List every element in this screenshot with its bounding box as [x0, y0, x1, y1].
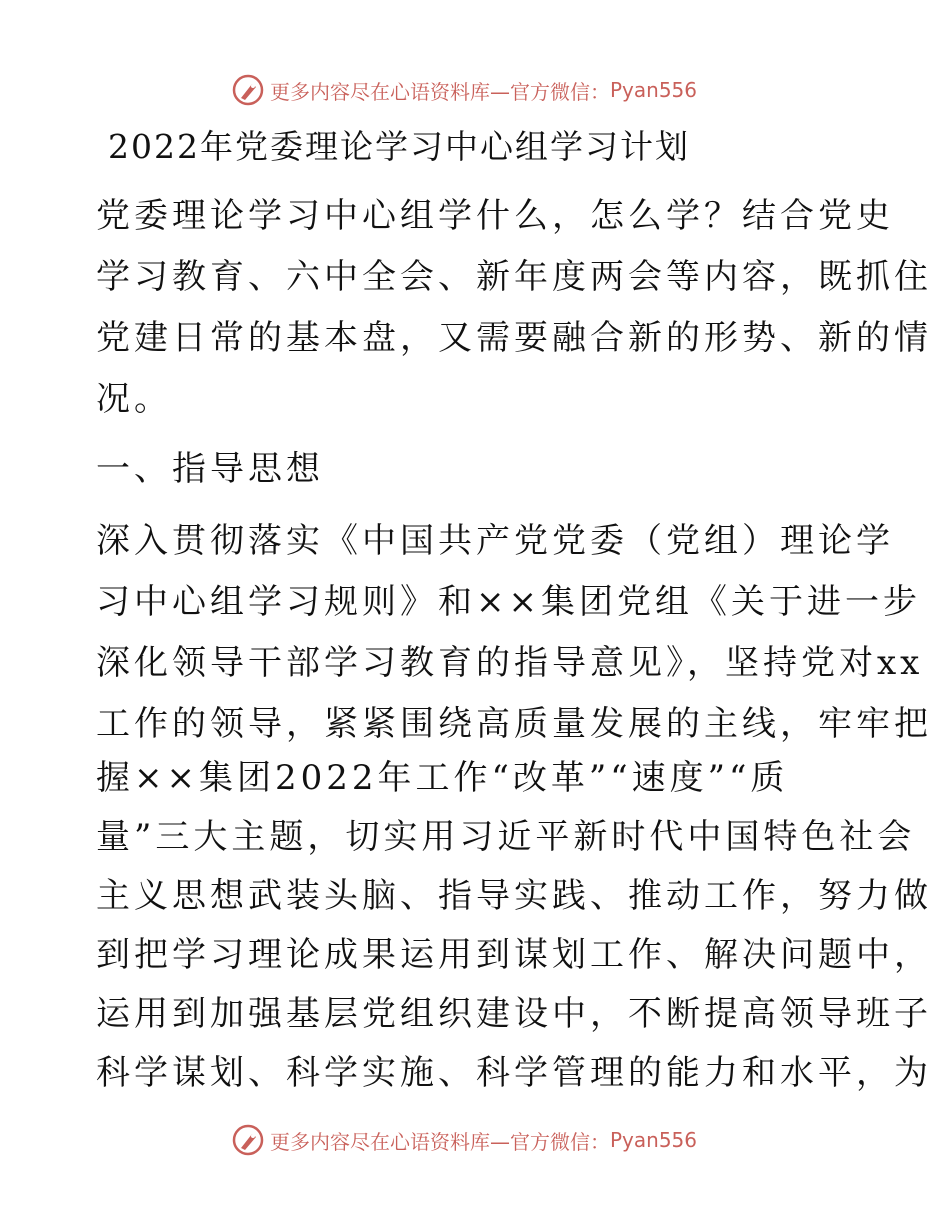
section-heading: 一、指导思想: [96, 449, 324, 489]
intro-line: 党建日常的基本盘，又需要融合新的形势、新的情: [96, 318, 932, 358]
header-watermark: [232, 72, 697, 108]
pen-nib-logo-icon: [232, 74, 264, 106]
body-line: 运用到加强基层党组织建设中，不断提高领导班子: [96, 994, 932, 1034]
body-line: 深入贯彻落实《中国共产党党委（党组）理论学: [96, 521, 894, 561]
intro-line: 学习教育、六中全会、新年度两会等内容，既抓住: [96, 257, 932, 297]
body-line: 握××集团2022年工作“改革”“速度”“质: [96, 758, 789, 798]
watermark-text: 更多内容尽在心语资料库—官方微信：: [270, 79, 610, 104]
body-line: 工作的领导，紧紧围绕高质量发展的主线，牢牢把: [96, 704, 932, 744]
footer-watermark: [232, 1122, 697, 1158]
body-line: 主义思想武装头脑、指导实践、推动工作，努力做: [96, 876, 932, 916]
body-line: 科学谋划、科学实施、科学管理的能力和水平，为: [96, 1053, 932, 1093]
watermark-contact: Pyan556: [610, 1128, 698, 1152]
watermark-contact: Pyan556: [610, 78, 698, 102]
pen-nib-logo-icon: [232, 1124, 264, 1156]
body-line: 量”三大主题，切实用习近平新时代中国特色社会: [96, 817, 916, 857]
document-title: 2022年党委理论学习中心组学习计划: [108, 127, 690, 166]
body-line: 到把学习理论成果运用到谋划工作、解决问题中，: [96, 935, 932, 975]
watermark-text: 更多内容尽在心语资料库—官方微信：: [270, 1129, 610, 1154]
body-line: 习中心组学习规则》和××集团党组《关于进一步: [96, 582, 921, 622]
intro-line: 况。: [96, 379, 172, 419]
body-line: 深化领导干部学习教育的指导意见》，坚持党对xx: [96, 643, 924, 683]
intro-line: 党委理论学习中心组学什么，怎么学？结合党史: [96, 196, 894, 236]
